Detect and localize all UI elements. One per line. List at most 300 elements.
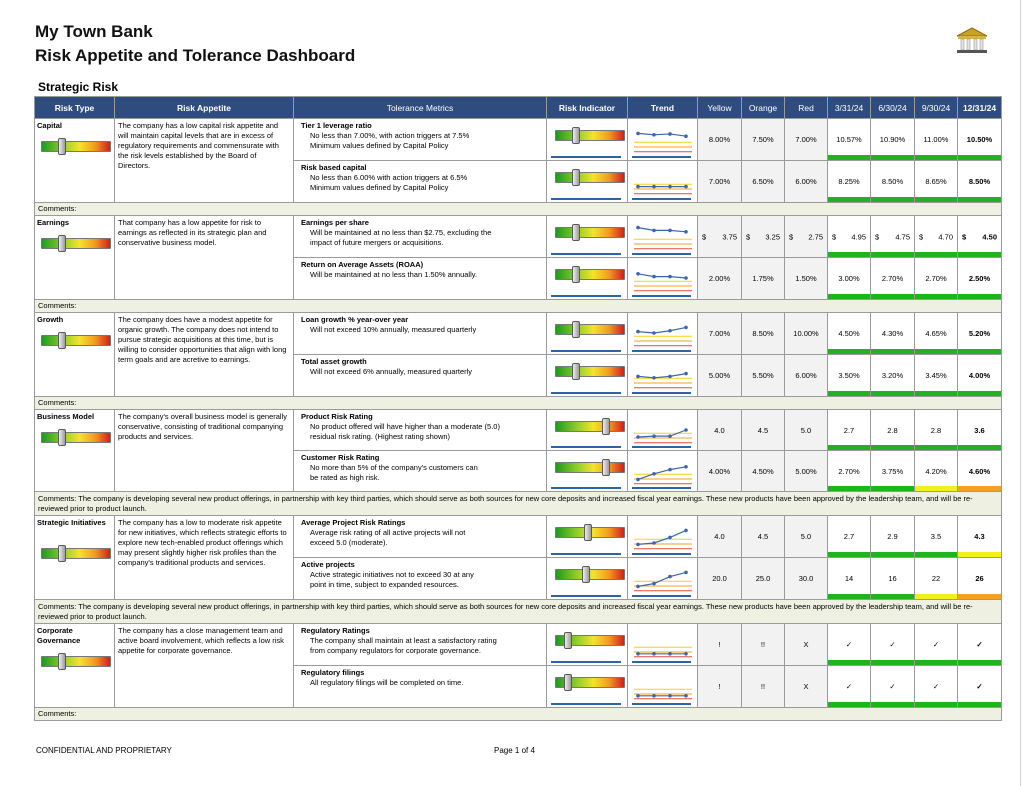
trend-point bbox=[684, 185, 688, 189]
risk-indicator-cell bbox=[547, 258, 628, 300]
gauge-slider bbox=[555, 130, 625, 141]
trend-point bbox=[668, 185, 672, 189]
period-value bbox=[958, 558, 1002, 600]
status-bar-green bbox=[958, 155, 1001, 160]
threshold-orange: !! bbox=[742, 624, 785, 666]
value-text: 4.70 bbox=[938, 232, 953, 241]
value-text: 8.25% bbox=[838, 177, 860, 186]
tolerance-metric-cell bbox=[294, 258, 547, 300]
trend-sparkline bbox=[632, 123, 694, 155]
threshold-red: X bbox=[785, 666, 828, 708]
risk-appetite-text: The company has a low to moderate risk appetite for new initiatives, which reflects strategic efforts to explore new tech-enabled product offerings which may present slightly higher risk profiles than the company's traditional products and services. bbox=[115, 516, 294, 600]
period-value bbox=[958, 258, 1002, 300]
period-value bbox=[871, 258, 915, 300]
period-value bbox=[828, 516, 871, 558]
value-text: 11.00% bbox=[923, 135, 949, 144]
trend-sparkline bbox=[632, 562, 694, 594]
status-bar-green bbox=[958, 252, 1001, 257]
trend-underline bbox=[632, 253, 691, 255]
tolerance-metric-cell bbox=[294, 355, 547, 397]
value-text: 2.70% bbox=[881, 274, 904, 283]
threshold-red: 5.00% bbox=[785, 451, 828, 492]
status-bar-green bbox=[828, 702, 870, 707]
threshold-yellow: ! bbox=[698, 624, 742, 666]
value-text: ✓ bbox=[889, 682, 896, 691]
value-text: ✓ bbox=[932, 640, 940, 649]
status-bar-green bbox=[871, 486, 914, 491]
value-text: ✓ bbox=[976, 682, 983, 691]
status-bar-green bbox=[871, 391, 914, 396]
value-text: 8.65% bbox=[925, 177, 947, 186]
value-text: 2.7 bbox=[843, 425, 855, 435]
value-text: 4.65% bbox=[925, 329, 947, 338]
value-text: 2.70% bbox=[925, 274, 947, 283]
tolerance-metric-cell bbox=[294, 451, 547, 492]
risk-indicator-cell bbox=[547, 313, 628, 355]
period-value bbox=[828, 624, 871, 666]
metric-name: Customer Risk Rating bbox=[301, 453, 380, 462]
risk-type-cell bbox=[35, 119, 115, 203]
trend-point bbox=[684, 465, 688, 469]
period-value bbox=[958, 313, 1002, 355]
risk-type-label: Earnings bbox=[37, 218, 70, 227]
metric-description: No less than 6.00% with action triggers at 6.5% bbox=[310, 173, 468, 182]
trend-underline bbox=[632, 553, 691, 555]
period-value bbox=[915, 161, 958, 203]
period-value bbox=[915, 624, 958, 666]
trend-point bbox=[668, 275, 672, 279]
gauge-slider bbox=[555, 569, 625, 580]
gauge-knob bbox=[58, 429, 66, 446]
value-text: 3.75% bbox=[881, 466, 904, 476]
gauge-slider bbox=[555, 462, 625, 473]
trend-cell bbox=[628, 119, 698, 161]
trend-underline bbox=[632, 595, 691, 597]
value-text: 14 bbox=[844, 574, 854, 583]
period-value bbox=[915, 355, 958, 397]
period-value bbox=[828, 216, 871, 258]
col-date-3: 9/30/24 bbox=[915, 97, 958, 119]
trend-point bbox=[668, 652, 672, 656]
threshold-orange: 4.5 bbox=[742, 516, 785, 558]
period-value bbox=[958, 624, 1002, 666]
gauge-knob bbox=[564, 674, 572, 691]
value-text: 4.50% bbox=[838, 329, 860, 338]
indicator-underline bbox=[551, 487, 621, 489]
trend-cell bbox=[628, 410, 698, 451]
value-text: 8.50% bbox=[968, 177, 991, 186]
trend-sparkline bbox=[632, 317, 694, 349]
risk-appetite-text: The company does have a modest appetite for organic growth. The company does not intend to pursue strategic acquisitions at this time, but is willing to consider opportunities that align with long term goals and are acretive to earnings. bbox=[115, 313, 294, 397]
threshold-orange: 4.50% bbox=[742, 451, 785, 492]
section-title: Strategic Risk bbox=[38, 80, 119, 94]
status-bar-green bbox=[828, 294, 870, 299]
period-value bbox=[915, 258, 958, 300]
comment-row bbox=[35, 203, 1002, 216]
metric-name: Earnings per share bbox=[301, 218, 369, 227]
period-value bbox=[958, 451, 1002, 492]
status-bar-green bbox=[871, 197, 914, 202]
trend-point bbox=[652, 434, 656, 438]
value-text: 8.50% bbox=[881, 177, 904, 186]
trend-underline bbox=[632, 350, 691, 352]
gauge-knob bbox=[572, 266, 580, 283]
gauge-slider bbox=[555, 527, 625, 538]
metric-description: The company shall maintain at least a satisfactory rating bbox=[310, 636, 497, 645]
col-trend: Trend bbox=[628, 97, 698, 119]
trend-point bbox=[668, 536, 672, 540]
metric-description: Active strategic initiatives not to exceed 30 at any bbox=[310, 570, 474, 579]
metric-description: Average risk rating of all active projects will not bbox=[310, 528, 466, 537]
tolerance-metric-cell bbox=[294, 119, 547, 161]
period-value bbox=[915, 451, 958, 492]
col-tolerance-metrics: Tolerance Metrics bbox=[294, 97, 547, 119]
col-orange: Orange bbox=[742, 97, 785, 119]
risk-appetite-text: The company has a close management team and active board involvement, which reflects a low risk appetite for corporate governance. bbox=[115, 624, 294, 708]
risk-indicator-cell bbox=[547, 624, 628, 666]
gauge-slider bbox=[555, 324, 625, 335]
period-value bbox=[828, 313, 871, 355]
value-text: 4.95 bbox=[851, 232, 866, 241]
value-text: 2.70% bbox=[838, 466, 860, 476]
status-bar-green bbox=[871, 552, 914, 557]
page-edge bbox=[1020, 0, 1021, 786]
trend-sparkline bbox=[632, 455, 694, 487]
trend-point bbox=[652, 694, 656, 698]
gauge-knob bbox=[602, 459, 610, 476]
metric-description: point in time, subject to expanded resources. bbox=[310, 580, 459, 589]
period-value bbox=[871, 451, 915, 492]
col-date-2: 6/30/24 bbox=[871, 97, 915, 119]
indicator-underline bbox=[551, 595, 621, 597]
tolerance-metric-cell bbox=[294, 516, 547, 558]
trend-point bbox=[652, 331, 656, 335]
metric-name: Risk based capital bbox=[301, 163, 367, 172]
status-bar-green bbox=[871, 660, 914, 665]
threshold-yellow: ! bbox=[698, 666, 742, 708]
indicator-underline bbox=[551, 350, 621, 352]
gauge-knob bbox=[584, 524, 592, 541]
status-bar-green bbox=[871, 702, 914, 707]
gauge-slider bbox=[41, 548, 111, 559]
status-bar-yellow bbox=[915, 594, 957, 599]
threshold-yellow: 2.00% bbox=[698, 258, 742, 300]
risk-type-cell bbox=[35, 313, 115, 397]
value-text: ✓ bbox=[889, 640, 896, 649]
value-text: 4.30% bbox=[881, 329, 904, 338]
indicator-underline bbox=[551, 198, 621, 200]
indicator-underline bbox=[551, 553, 621, 555]
value-text: 4.60% bbox=[968, 466, 991, 476]
risk-indicator-cell bbox=[547, 451, 628, 492]
status-bar-green bbox=[915, 702, 957, 707]
gauge-slider bbox=[555, 366, 625, 377]
trend-point bbox=[652, 229, 656, 233]
trend-cell bbox=[628, 624, 698, 666]
risk-type-label: Business Model bbox=[37, 412, 95, 421]
period-value bbox=[828, 451, 871, 492]
indicator-underline bbox=[551, 156, 621, 158]
trend-cell bbox=[628, 451, 698, 492]
currency-symbol: $ bbox=[832, 232, 837, 241]
risk-type-cell bbox=[35, 516, 115, 600]
threshold-orange: 5.50% bbox=[742, 355, 785, 397]
threshold-red: X bbox=[785, 624, 828, 666]
metric-description: Will not exceed 6% annually, measured quarterly bbox=[310, 367, 473, 376]
currency-symbol: $ bbox=[875, 232, 880, 241]
trend-cell bbox=[628, 313, 698, 355]
gauge-slider bbox=[555, 635, 625, 646]
trend-cell bbox=[628, 216, 698, 258]
trend-sparkline bbox=[632, 220, 694, 252]
trend-point bbox=[684, 276, 688, 280]
comment-text: Comments: bbox=[35, 300, 1002, 313]
trend-point bbox=[668, 229, 672, 233]
trend-cell bbox=[628, 355, 698, 397]
value-text: 5.20% bbox=[968, 329, 991, 338]
period-value bbox=[871, 410, 915, 451]
value-text: ✓ bbox=[976, 640, 983, 649]
threshold-value: 3.75 bbox=[722, 232, 737, 241]
status-bar-green bbox=[871, 445, 914, 450]
threshold-red: 30.0 bbox=[785, 558, 828, 600]
trend-point bbox=[636, 478, 640, 482]
comment-text: Comments: The company is developing several new product offerings, in partnership with key third parties, which should serve as both sources for new core deposits and increased fiscal year earnings. These new products have been approved by the leadership team, and will be re-reviewed prior to product launch. bbox=[35, 492, 1002, 516]
period-value bbox=[915, 410, 958, 451]
comment-text: Comments: bbox=[35, 203, 1002, 216]
trend-point bbox=[684, 571, 688, 575]
trend-underline bbox=[632, 295, 691, 297]
indicator-underline bbox=[551, 253, 621, 255]
period-value bbox=[958, 216, 1002, 258]
metric-description: Will not exceed 10% annually, measured quarterly bbox=[310, 325, 477, 334]
period-value bbox=[915, 119, 958, 161]
status-bar-green bbox=[958, 294, 1001, 299]
period-value bbox=[871, 558, 915, 600]
metric-description: Will be maintained at no less than 1.50% annually. bbox=[310, 270, 478, 279]
col-risk-appetite: Risk Appetite bbox=[115, 97, 294, 119]
threshold-red: 10.00% bbox=[785, 313, 828, 355]
gauge-slider bbox=[41, 335, 111, 346]
period-value bbox=[915, 666, 958, 708]
metric-description: No product offered will have higher than a moderate (5.0) bbox=[310, 422, 500, 431]
gauge-slider bbox=[555, 172, 625, 183]
trend-underline bbox=[632, 446, 691, 448]
tolerance-metric-cell bbox=[294, 161, 547, 203]
status-bar-green bbox=[828, 391, 870, 396]
trend-sparkline bbox=[632, 262, 694, 294]
value-text: 3.00% bbox=[838, 274, 860, 283]
comment-text: Comments: bbox=[35, 397, 1002, 410]
trend-point bbox=[652, 185, 656, 189]
indicator-underline bbox=[551, 446, 621, 448]
period-value bbox=[871, 216, 915, 258]
value-text: 2.9 bbox=[887, 532, 898, 541]
threshold-red: 5.0 bbox=[785, 516, 828, 558]
trend-cell bbox=[628, 258, 698, 300]
threshold-value: 2.75 bbox=[808, 232, 823, 241]
trend-point bbox=[668, 694, 672, 698]
risk-type-label: Capital bbox=[37, 121, 63, 130]
trend-point bbox=[636, 226, 640, 230]
status-bar-green bbox=[828, 660, 870, 665]
value-text: 16 bbox=[888, 574, 897, 583]
threshold-orange: 25.0 bbox=[742, 558, 785, 600]
value-text: 4.50 bbox=[982, 232, 997, 241]
status-bar-green bbox=[828, 552, 870, 557]
threshold-orange: !! bbox=[742, 666, 785, 708]
tolerance-metric-cell bbox=[294, 410, 547, 451]
trend-point bbox=[652, 133, 656, 137]
trend-point bbox=[636, 694, 640, 698]
risk-appetite-text: The company's overall business model is generally conservative, consisting of traditional companying products and services. bbox=[115, 410, 294, 492]
trend-line bbox=[638, 530, 686, 544]
col-risk-type: Risk Type bbox=[35, 97, 115, 119]
threshold-yellow: 4.0 bbox=[698, 516, 742, 558]
threshold-orange: 8.50% bbox=[742, 313, 785, 355]
metric-row bbox=[35, 624, 1002, 666]
threshold-yellow: 4.0 bbox=[698, 410, 742, 451]
trend-point bbox=[652, 541, 656, 545]
gauge-knob bbox=[572, 321, 580, 338]
trend-cell bbox=[628, 666, 698, 708]
indicator-underline bbox=[551, 392, 621, 394]
period-value bbox=[828, 258, 871, 300]
trend-underline bbox=[632, 661, 691, 663]
comment-row bbox=[35, 600, 1002, 624]
period-value bbox=[871, 119, 915, 161]
threshold-yellow: 7.00% bbox=[698, 161, 742, 203]
status-bar-green bbox=[871, 294, 914, 299]
trend-point bbox=[652, 472, 656, 476]
metric-name: Active projects bbox=[301, 560, 355, 569]
metric-description: Minimum values defined by Capital Policy bbox=[310, 183, 449, 192]
metric-description: Will be maintained at no less than $2.75, excluding the bbox=[310, 228, 492, 237]
tolerance-metric-cell bbox=[294, 216, 547, 258]
trend-point bbox=[684, 372, 688, 376]
gauge-knob bbox=[58, 235, 66, 252]
trend-point bbox=[668, 575, 672, 579]
trend-underline bbox=[632, 392, 691, 394]
value-text: 2.8 bbox=[887, 425, 898, 435]
trend-point bbox=[668, 132, 672, 136]
trend-point bbox=[684, 230, 688, 234]
trend-point bbox=[684, 529, 688, 533]
threshold-red: 7.00% bbox=[785, 119, 828, 161]
status-bar-green bbox=[958, 660, 1001, 665]
value-text: 4.75 bbox=[895, 232, 910, 241]
indicator-underline bbox=[551, 703, 621, 705]
value-text: ✓ bbox=[845, 640, 853, 649]
period-value bbox=[958, 516, 1002, 558]
trend-point bbox=[636, 435, 640, 439]
gauge-slider bbox=[41, 432, 111, 443]
value-text: 3.5 bbox=[930, 532, 942, 541]
metric-row bbox=[35, 410, 1002, 451]
currency-symbol: $ bbox=[746, 232, 751, 241]
comment-row bbox=[35, 708, 1002, 721]
metric-name: Return on Average Assets (ROAA) bbox=[301, 260, 424, 269]
currency-symbol: $ bbox=[919, 232, 924, 241]
tolerance-metric-cell bbox=[294, 313, 547, 355]
trend-sparkline bbox=[632, 628, 694, 660]
trend-line bbox=[638, 228, 686, 232]
risk-indicator-cell bbox=[547, 516, 628, 558]
metric-row bbox=[35, 119, 1002, 161]
period-value bbox=[915, 558, 958, 600]
status-bar-green bbox=[828, 486, 870, 491]
period-value bbox=[915, 216, 958, 258]
period-value bbox=[828, 410, 871, 451]
period-value bbox=[958, 410, 1002, 451]
trend-sparkline bbox=[632, 165, 694, 197]
trend-line bbox=[638, 572, 686, 586]
value-text: 4.00% bbox=[968, 371, 991, 380]
risk-indicator-cell bbox=[547, 666, 628, 708]
period-value bbox=[915, 313, 958, 355]
value-text: 2.7 bbox=[843, 532, 855, 541]
col-date-4: 12/31/24 bbox=[958, 97, 1002, 119]
status-bar-orange bbox=[958, 486, 1001, 491]
trend-cell bbox=[628, 516, 698, 558]
metric-row bbox=[35, 313, 1002, 355]
gauge-slider bbox=[555, 269, 625, 280]
trend-point bbox=[636, 375, 640, 379]
metric-description: exceed 5.0 (moderate). bbox=[310, 538, 388, 547]
period-value bbox=[871, 516, 915, 558]
trend-point bbox=[636, 585, 640, 589]
value-text: 3.6 bbox=[974, 425, 985, 435]
currency-symbol: $ bbox=[789, 232, 794, 241]
bank-building-icon bbox=[955, 26, 989, 56]
value-text: 2.8 bbox=[930, 425, 942, 435]
threshold-yellow: 7.00% bbox=[698, 313, 742, 355]
value-text: 3.45% bbox=[925, 371, 947, 380]
indicator-underline bbox=[551, 661, 621, 663]
dashboard-title: Risk Appetite and Tolerance Dashboard bbox=[35, 46, 356, 65]
status-bar-green bbox=[915, 391, 957, 396]
trend-line bbox=[638, 327, 686, 333]
threshold-value: 3.25 bbox=[765, 232, 780, 241]
trend-line bbox=[638, 374, 686, 378]
trend-point bbox=[636, 132, 640, 136]
risk-indicator-cell bbox=[547, 216, 628, 258]
trend-point bbox=[684, 134, 688, 138]
trend-underline bbox=[632, 198, 691, 200]
period-value bbox=[828, 119, 871, 161]
status-bar-green bbox=[828, 349, 870, 354]
status-bar-green bbox=[915, 660, 957, 665]
gauge-slider bbox=[41, 238, 111, 249]
trend-point bbox=[652, 275, 656, 279]
status-bar-green bbox=[915, 445, 957, 450]
trend-point bbox=[668, 434, 672, 438]
status-bar-green bbox=[915, 294, 957, 299]
metric-description: No more than 5% of the company's customers can bbox=[310, 463, 478, 472]
trend-cell bbox=[628, 161, 698, 203]
risk-type-cell bbox=[35, 624, 115, 708]
value-text: 10.57% bbox=[836, 135, 862, 144]
value-text: 4.3 bbox=[974, 532, 985, 541]
trend-point bbox=[636, 543, 640, 547]
metric-name: Regulatory filings bbox=[301, 668, 365, 677]
trend-point bbox=[668, 468, 672, 472]
status-bar-green bbox=[958, 702, 1001, 707]
trend-point bbox=[668, 329, 672, 333]
col-date-1: 3/31/24 bbox=[828, 97, 871, 119]
period-value bbox=[871, 161, 915, 203]
gauge-slider bbox=[555, 227, 625, 238]
